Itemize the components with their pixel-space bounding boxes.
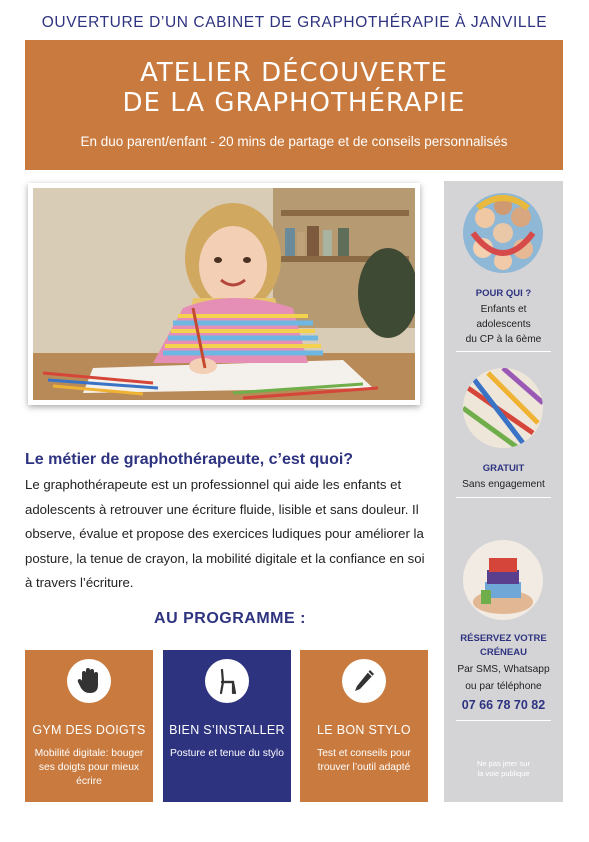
banner-subtitle: En duo parent/enfant - 20 mins de partage et de conseils personnalisés (80, 134, 508, 149)
photo-scene (33, 188, 415, 400)
free-text: Sans engagement (462, 479, 545, 490)
divider (456, 351, 551, 352)
footer-note-line-2: la voie publique (477, 769, 530, 778)
main-title (25, 40, 563, 118)
card-title: GYM DES DOIGTS (32, 723, 146, 737)
card-text: Posture et tenue du stylo (170, 748, 284, 759)
photo-illustration (33, 188, 415, 400)
book-heading-line-2: CRÉNEAU (480, 647, 527, 658)
article-heading: Le métier de graphothérapeute, c’est quoi? (25, 451, 354, 468)
top-title: OUVERTURE D’UN CABINET DE GRAPHOTHÉRAPIE À JANVILLE (41, 14, 548, 31)
card-le-bon-stylo (300, 650, 428, 802)
divider (456, 720, 551, 721)
card-title: LE BON STYLO (317, 723, 411, 737)
pencil-icon (342, 659, 386, 703)
chair-icon (205, 659, 249, 703)
who-line-2: adolescents (476, 319, 531, 330)
who-line-3: du CP à la 6ème (465, 334, 542, 345)
card-text: Test et conseils pour trouver l’outil adapté (317, 748, 411, 773)
title-line-1: ATELIER DÉCOUVERTE (140, 58, 448, 88)
phone-number[interactable]: 07 66 78 70 82 (461, 698, 546, 712)
card-bien-s-installer (163, 650, 291, 802)
card-title: BIEN S’INSTALLER (169, 723, 285, 737)
book-heading-line-1: RÉSERVEZ VOTRE (460, 633, 547, 644)
child-writing-photo (28, 183, 420, 405)
card-text: Mobilité digitale: bouger ses doigts pour mieux écrire (34, 748, 144, 787)
book-text-line-1: Par SMS, Whatsapp (457, 664, 550, 675)
title-line-2: DE LA GRAPHOTHÉRAPIE (122, 88, 466, 118)
free-heading: GRATUIT (482, 463, 525, 474)
book-text-line-2: ou par téléphone (465, 681, 542, 692)
card-gym-des-doigts (25, 650, 153, 802)
who-line-1: Enfants et (480, 304, 527, 315)
info-sidebar (444, 181, 563, 802)
programme-title: AU PROGRAMME : (154, 610, 306, 627)
hand-icon (67, 659, 111, 703)
colored-pencils-photo (463, 368, 543, 448)
title-banner (25, 40, 563, 170)
footer-note-line-1: Ne pas jeter sur (477, 759, 530, 768)
who-heading: POUR QUI ? (475, 288, 532, 299)
divider (456, 497, 551, 498)
children-group-photo (463, 193, 543, 273)
hands-cubes-photo (463, 540, 543, 620)
article-body: Le graphothérapeute est un professionnel qui aide les enfants et adolescents à retrouver une écriture fluide, lisible et sans douleur. Il observe, évalue et propose des exercices ludiques pour améliorer la posture, la tenue de crayon, la mobilité digitale et la confiance en soi à travers l’écriture. (25, 477, 425, 591)
